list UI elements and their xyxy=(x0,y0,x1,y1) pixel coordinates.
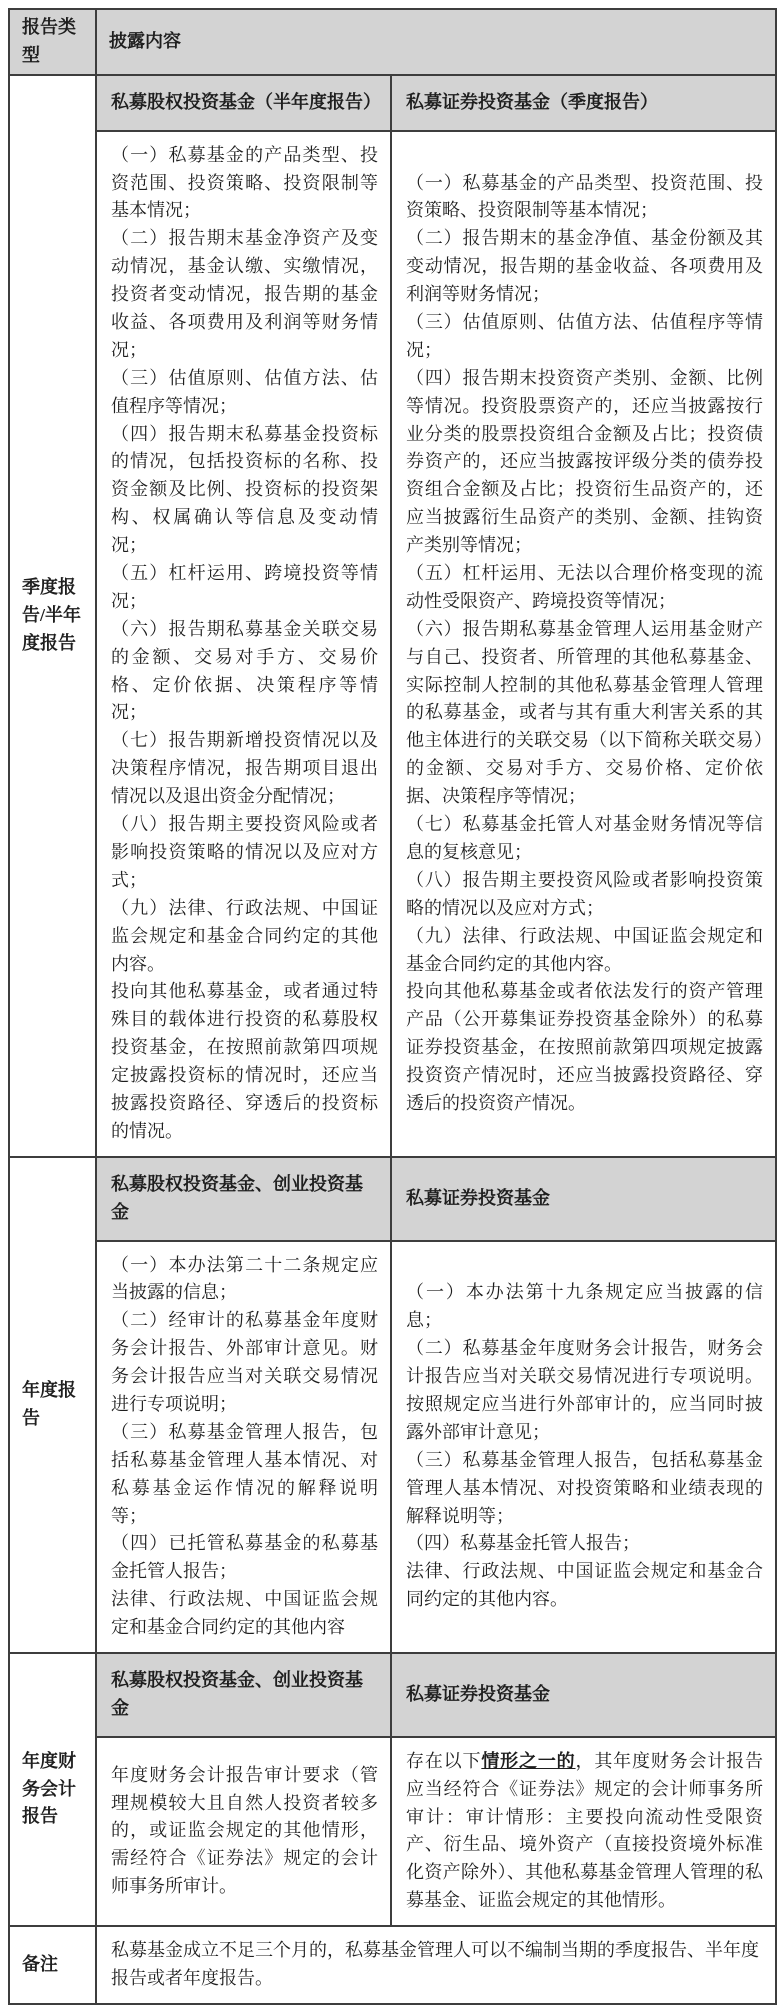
quarterly-subheader-right: 私募证券投资基金（季度报告） xyxy=(391,75,776,131)
disclosure-item: （二）私募基金年度财务会计报告，财务会计报告应当对关联交易情况进行专项说明。按照规定应当进行外部审计的，应当同时披露外部审计意见； xyxy=(406,1338,763,1442)
disclosure-item: （二）报告期末的基金净值、基金份额及其变动情况，报告期的基金收益、各项费用及利润等财务情况； xyxy=(406,228,763,305)
report-type-header-cell: 报告类型 xyxy=(9,9,96,75)
disclosure-item: （四）报告期末投资资产类别、金额、比例等情况。投资股票资产的，还应当披露按行业分类的股票投资组合金额及占比；投资债券资产的，还应当披露按评级分类的债券投资组合金额及占比；投资衍生品资产的，还应当披露衍生品资产的类别、金额、挂钩资产类别等情况； xyxy=(406,367,763,556)
financial-subheader-left: 私募股权投资基金、创业投资基金 xyxy=(96,1653,391,1737)
financial-left-cell xyxy=(96,1737,391,1926)
annual-subheader-right: 私募证券投资基金 xyxy=(391,1157,776,1241)
section-label-annual: 年度报告 xyxy=(9,1157,96,1653)
disclosure-item: （四）报告期末私募基金投资标的情况，包括投资标的名称、投资金额及比例、投资标的投资架构、权属确认等信息及变动情况； xyxy=(111,423,378,556)
financial-subheader-right: 私募证券投资基金 xyxy=(391,1653,776,1737)
disclosure-item: 投向其他私募基金或者依法发行的资产管理产品（公开募集证券投资基金除外）的私募证券投资基金，在按照前款第四项规定披露投资资产情况时，还应当披露投资路径、穿透后的投资资产情况。 xyxy=(406,981,763,1113)
disclosure-item: （一）私募基金的产品类型、投资范围、投资策略、投资限制等基本情况； xyxy=(406,172,763,221)
quarterly-subheader-left: 私募股权投资基金（半年度报告） xyxy=(96,75,391,131)
section-annual-content-row xyxy=(9,1241,776,1653)
quarterly-right-cell xyxy=(391,131,776,1157)
disclosure-item: （七）私募基金托管人对基金财务情况等信息的复核意见； xyxy=(406,814,763,862)
disclosure-item: （五）杠杆运用、无法以合理价格变现的流动性受限资产、跨境投资等情况； xyxy=(406,563,763,611)
financial-right-emphasis: 情形之一的 xyxy=(481,1750,576,1771)
annual-subheader-left: 私募股权投资基金、创业投资基金 xyxy=(96,1157,391,1241)
disclosure-item: （五）杠杆运用、跨境投资等情况； xyxy=(111,563,378,611)
financial-right-cell xyxy=(391,1737,776,1926)
remark-label: 备注 xyxy=(9,1926,96,2004)
disclosure-item: 投向其他私募基金，或者通过特殊目的载体进行投资的私募股权投资基金，在按照前款第四项规定披露投资标的情况时，还应当披露投资路径、穿透后的投资标的情况。 xyxy=(111,981,378,1141)
disclosure-item: 法律、行政法规、中国证监会规定和基金合同约定的其他内容。 xyxy=(406,1561,763,1610)
financial-right-prefix: 存在以下 xyxy=(406,1750,482,1771)
section-quarterly-subheader-row xyxy=(9,75,776,131)
financial-right-rest: ，其年度财务会计报告应当经符合《证券法》规定的会计师事务所审计：审计情形：主要投向流动性受限资产、衍生品、境外资产（直接投资境外标准化资产除外）、其他私募基金管理人管理的私募基金、证监会规定的其他情形。 xyxy=(406,1750,764,1911)
disclosure-item: （四）私募基金托管人报告； xyxy=(406,1533,640,1554)
disclosure-item: （八）报告期主要投资风险或者影响投资策略的情况以及应对方式； xyxy=(406,869,763,918)
remark-text: 私募基金成立不足三个月的，私募基金管理人可以不编制当期的季度报告、半年度报告或者年度报告。 xyxy=(111,1940,759,1988)
disclosure-item: 年度财务会计报告审计要求（管理规模较大且自然人投资者较多的，或证监会规定的其他情形，需经符合《证券法》规定的会计师事务所审计。 xyxy=(111,1764,378,1897)
section-label-quarterly: 季度报告/半年度报告 xyxy=(9,75,96,1157)
disclosure-item: （九）法律、行政法规、中国证监会规定和基金合同约定的其他内容。 xyxy=(406,925,763,974)
quarterly-left-cell xyxy=(96,131,391,1157)
table-header-row xyxy=(9,9,776,75)
disclosure-item: （二）报告期末基金净资产及变动情况，基金认缴、实缴情况，投资者变动情况，报告期的基金收益、各项费用及利润等财务情况； xyxy=(111,228,378,360)
disclosure-item: （六）报告期私募基金关联交易的金额、交易对手方、交易价格、定价依据、决策程序等情况； xyxy=(111,618,378,723)
disclosure-item: （三）私募基金管理人报告，包括私募基金管理人基本情况、对投资策略和业绩表现的解释说明等； xyxy=(406,1449,763,1526)
disclosure-item: （一）本办法第十九条规定应当披露的信息； xyxy=(406,1282,763,1331)
disclosure-item: （九）法律、行政法规、中国证监会规定和基金合同约定的其他内容。 xyxy=(111,897,378,974)
annual-right-cell xyxy=(391,1241,776,1653)
disclosure-header-cell: 披露内容 xyxy=(96,9,776,75)
disclosure-item: （三）私募基金管理人报告，包括私募基金管理人基本情况、对私募基金运作情况的解释说明等； xyxy=(111,1421,378,1526)
disclosure-item: （八）报告期主要投资风险或者影响投资策略的情况以及应对方式； xyxy=(111,814,378,890)
remark-text-cell xyxy=(96,1926,776,2004)
disclosure-item: （三）估值原则、估值方法、估值程序等情况； xyxy=(406,312,763,360)
section-financial-content-row xyxy=(9,1737,776,1926)
disclosure-item: （三）估值原则、估值方法、估值程序等情况； xyxy=(111,367,378,416)
disclosure-item: （四）已托管私募基金的私募基金托管人报告； xyxy=(111,1533,378,1582)
section-label-financial: 年度财务会计报告 xyxy=(9,1653,96,1926)
disclosure-item: （二）经审计的私募基金年度财务会计报告、外部审计意见。财务会计报告应当对关联交易情况进行专项说明； xyxy=(111,1310,378,1414)
disclosure-item: （一）本办法第二十二条规定应当披露的信息； xyxy=(111,1254,378,1303)
section-quarterly-content-row xyxy=(9,131,776,1157)
annual-left-cell xyxy=(96,1241,391,1653)
disclosure-item: 法律、行政法规、中国证监会规定和基金合同约定的其他内容 xyxy=(111,1589,378,1638)
disclosure-item: （一）私募基金的产品类型、投资范围、投资策略、投资限制等基本情况； xyxy=(111,144,378,221)
disclosure-requirements-table xyxy=(8,8,777,2005)
disclosure-item xyxy=(406,1748,763,1915)
remark-row xyxy=(9,1926,776,2004)
disclosure-item: （六）报告期私募基金管理人运用基金财产与自己、投资者、所管理的其他私募基金、实际控制人控制的其他私募基金管理人管理的私募基金，或者与其有重大利害关系的其他主体进行的关联交易（以下简称关联交易）的金额、交易对手方、交易价格、定价依据、决策程序等情况； xyxy=(406,618,763,807)
section-annual-subheader-row xyxy=(9,1157,776,1241)
disclosure-item: （七）报告期新增投资情况以及决策程序情况，报告期项目退出情况以及退出资金分配情况； xyxy=(111,730,378,807)
